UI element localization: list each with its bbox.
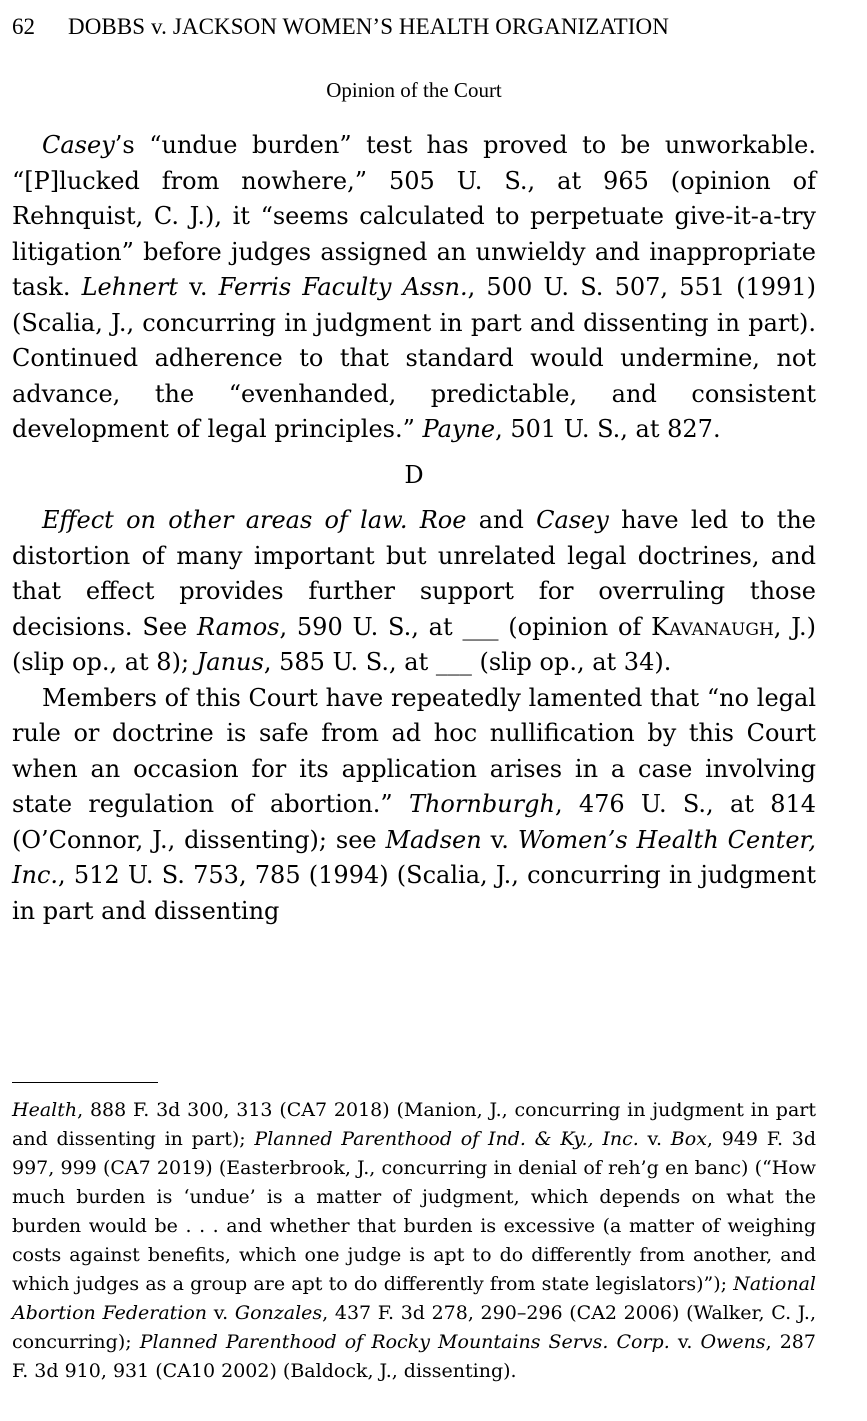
- text-run: , 501 U. S., at 827.: [495, 415, 721, 443]
- case-name-ferris: Ferris Faculty Assn.: [218, 273, 468, 301]
- text-run: v.: [207, 1302, 235, 1324]
- text-run: [407, 506, 419, 534]
- case-name-health: Health: [12, 1099, 78, 1121]
- text-run: , 585 U. S., at ___ (slip op., at 34).: [263, 648, 672, 676]
- case-name-payne: Payne: [422, 415, 496, 443]
- case-name-casey: Casey: [536, 506, 609, 534]
- opinion-body: [12, 128, 816, 929]
- text-run: , 590 U. S., at ___ (opinion of: [279, 612, 652, 641]
- text-run: Members of this Court have repeatedly lamented that “no legal rule or doctrine is safe from ad hoc nullification by this Court when an occasion for its application arises in a case involving state regulation of abortion.”: [12, 683, 816, 818]
- case-name-thornburgh: Thornburgh: [408, 790, 555, 818]
- paragraph-lead-phrase: Effect on other areas of law.: [42, 506, 408, 534]
- text-run: have led to the distortion of many important but unrelated legal doctrines, and that effect provides further support for overruling those decisions. See: [12, 506, 816, 641]
- footnote-text: [12, 1096, 816, 1386]
- case-name-lehnert: Lehnert: [81, 273, 178, 301]
- text-run: , 437 F. 3d 278, 290–296 (CA2 2006) (Walker, C. J., concurring);: [12, 1302, 816, 1353]
- case-name-casey: Casey: [42, 131, 115, 159]
- paragraph-casey-unworkable: [12, 128, 816, 448]
- text-run: , 512 U. S. 753, 785 (1994) (Scalia, J., concurring in judgment in part and dissenting: [12, 861, 816, 925]
- case-name-planned-parenthood-rocky: Planned Parenthood of Rocky Mountains Servs. Corp.: [139, 1331, 670, 1353]
- case-name-planned-parenthood-ind: Planned Parenthood of Ind. & Ky., Inc.: [254, 1128, 639, 1150]
- text-run: , 476 U. S., at 814 (O’Connor, J., dissenting); see: [12, 790, 816, 854]
- case-title: DOBBS v. JACKSON WOMEN’S HEALTH ORGANIZATION: [68, 14, 669, 39]
- case-name-ramos: Ramos: [197, 612, 280, 641]
- case-name-owens: Owens: [700, 1331, 766, 1353]
- case-name-madsen: Madsen: [385, 825, 482, 854]
- text-run: , 287 F. 3d 910, 931 (CA10 2002) (Baldock, J., dissenting).: [12, 1331, 816, 1382]
- paragraph-members-lamented: [12, 681, 816, 930]
- case-name-womens-health-center: Women’s Health Center, Inc.: [12, 825, 816, 889]
- page-number: 62: [12, 14, 35, 39]
- case-name-gonzales: Gonzales: [234, 1302, 323, 1324]
- footnote-divider: [12, 1082, 158, 1083]
- text-run: v.: [669, 1331, 701, 1353]
- text-run: v.: [177, 273, 219, 301]
- footnote-continuation: [12, 1096, 816, 1386]
- text-run: v.: [481, 825, 518, 854]
- case-name-box: Box: [670, 1128, 707, 1150]
- justice-name-kavanaugh: Kavanaugh: [651, 612, 774, 641]
- running-header: [12, 14, 816, 40]
- text-run: and: [466, 506, 537, 534]
- case-name-janus: Janus: [196, 648, 264, 676]
- text-run: , J.) (slip op., at 8);: [12, 612, 816, 676]
- text-run: v.: [638, 1128, 671, 1150]
- text-run: , 500 U. S. 507, 551 (1991) (Scalia, J., concurring in judgment in part and dissenting in part). Continued adherence to that standard would undermine, not advance, the “evenhanded, predictable, and consistent development of legal principles.”: [12, 273, 816, 443]
- paragraph-effect-other-areas: [12, 503, 816, 681]
- case-name-national-abortion-federation: National Abortion Federation: [12, 1273, 816, 1324]
- section-heading-d: D: [404, 460, 424, 489]
- text-run: , 888 F. 3d 300, 313 (CA7 2018) (Manion, J., concurring in judgment in part and dissenting in part);: [12, 1099, 816, 1150]
- text-run: , 949 F. 3d 997, 999 (CA7 2019) (Easterbrook, J., concurring in denial of reh’g en banc) (“How much burden is ‘undue’ is a matter of judgment, which depends on what the burden would be . . . and whether that burden is excessive (a matter of weighing costs against benefits, which one judge is apt to do differently from another, and which judges as a group are apt to do differently from state legislators)”);: [12, 1128, 817, 1295]
- text-run: ’s “undue burden” test has proved to be unworkable. “[P]lucked from nowhere,” 505 U. S., at 965 (opinion of Rehnquist, C. J.), it “seems calculated to perpetuate give-it-a-try litigation” before judges assigned an unwieldy and inappropriate task.: [12, 131, 816, 301]
- opinion-label: Opinion of the Court: [326, 78, 502, 102]
- case-name-roe: Roe: [419, 506, 467, 534]
